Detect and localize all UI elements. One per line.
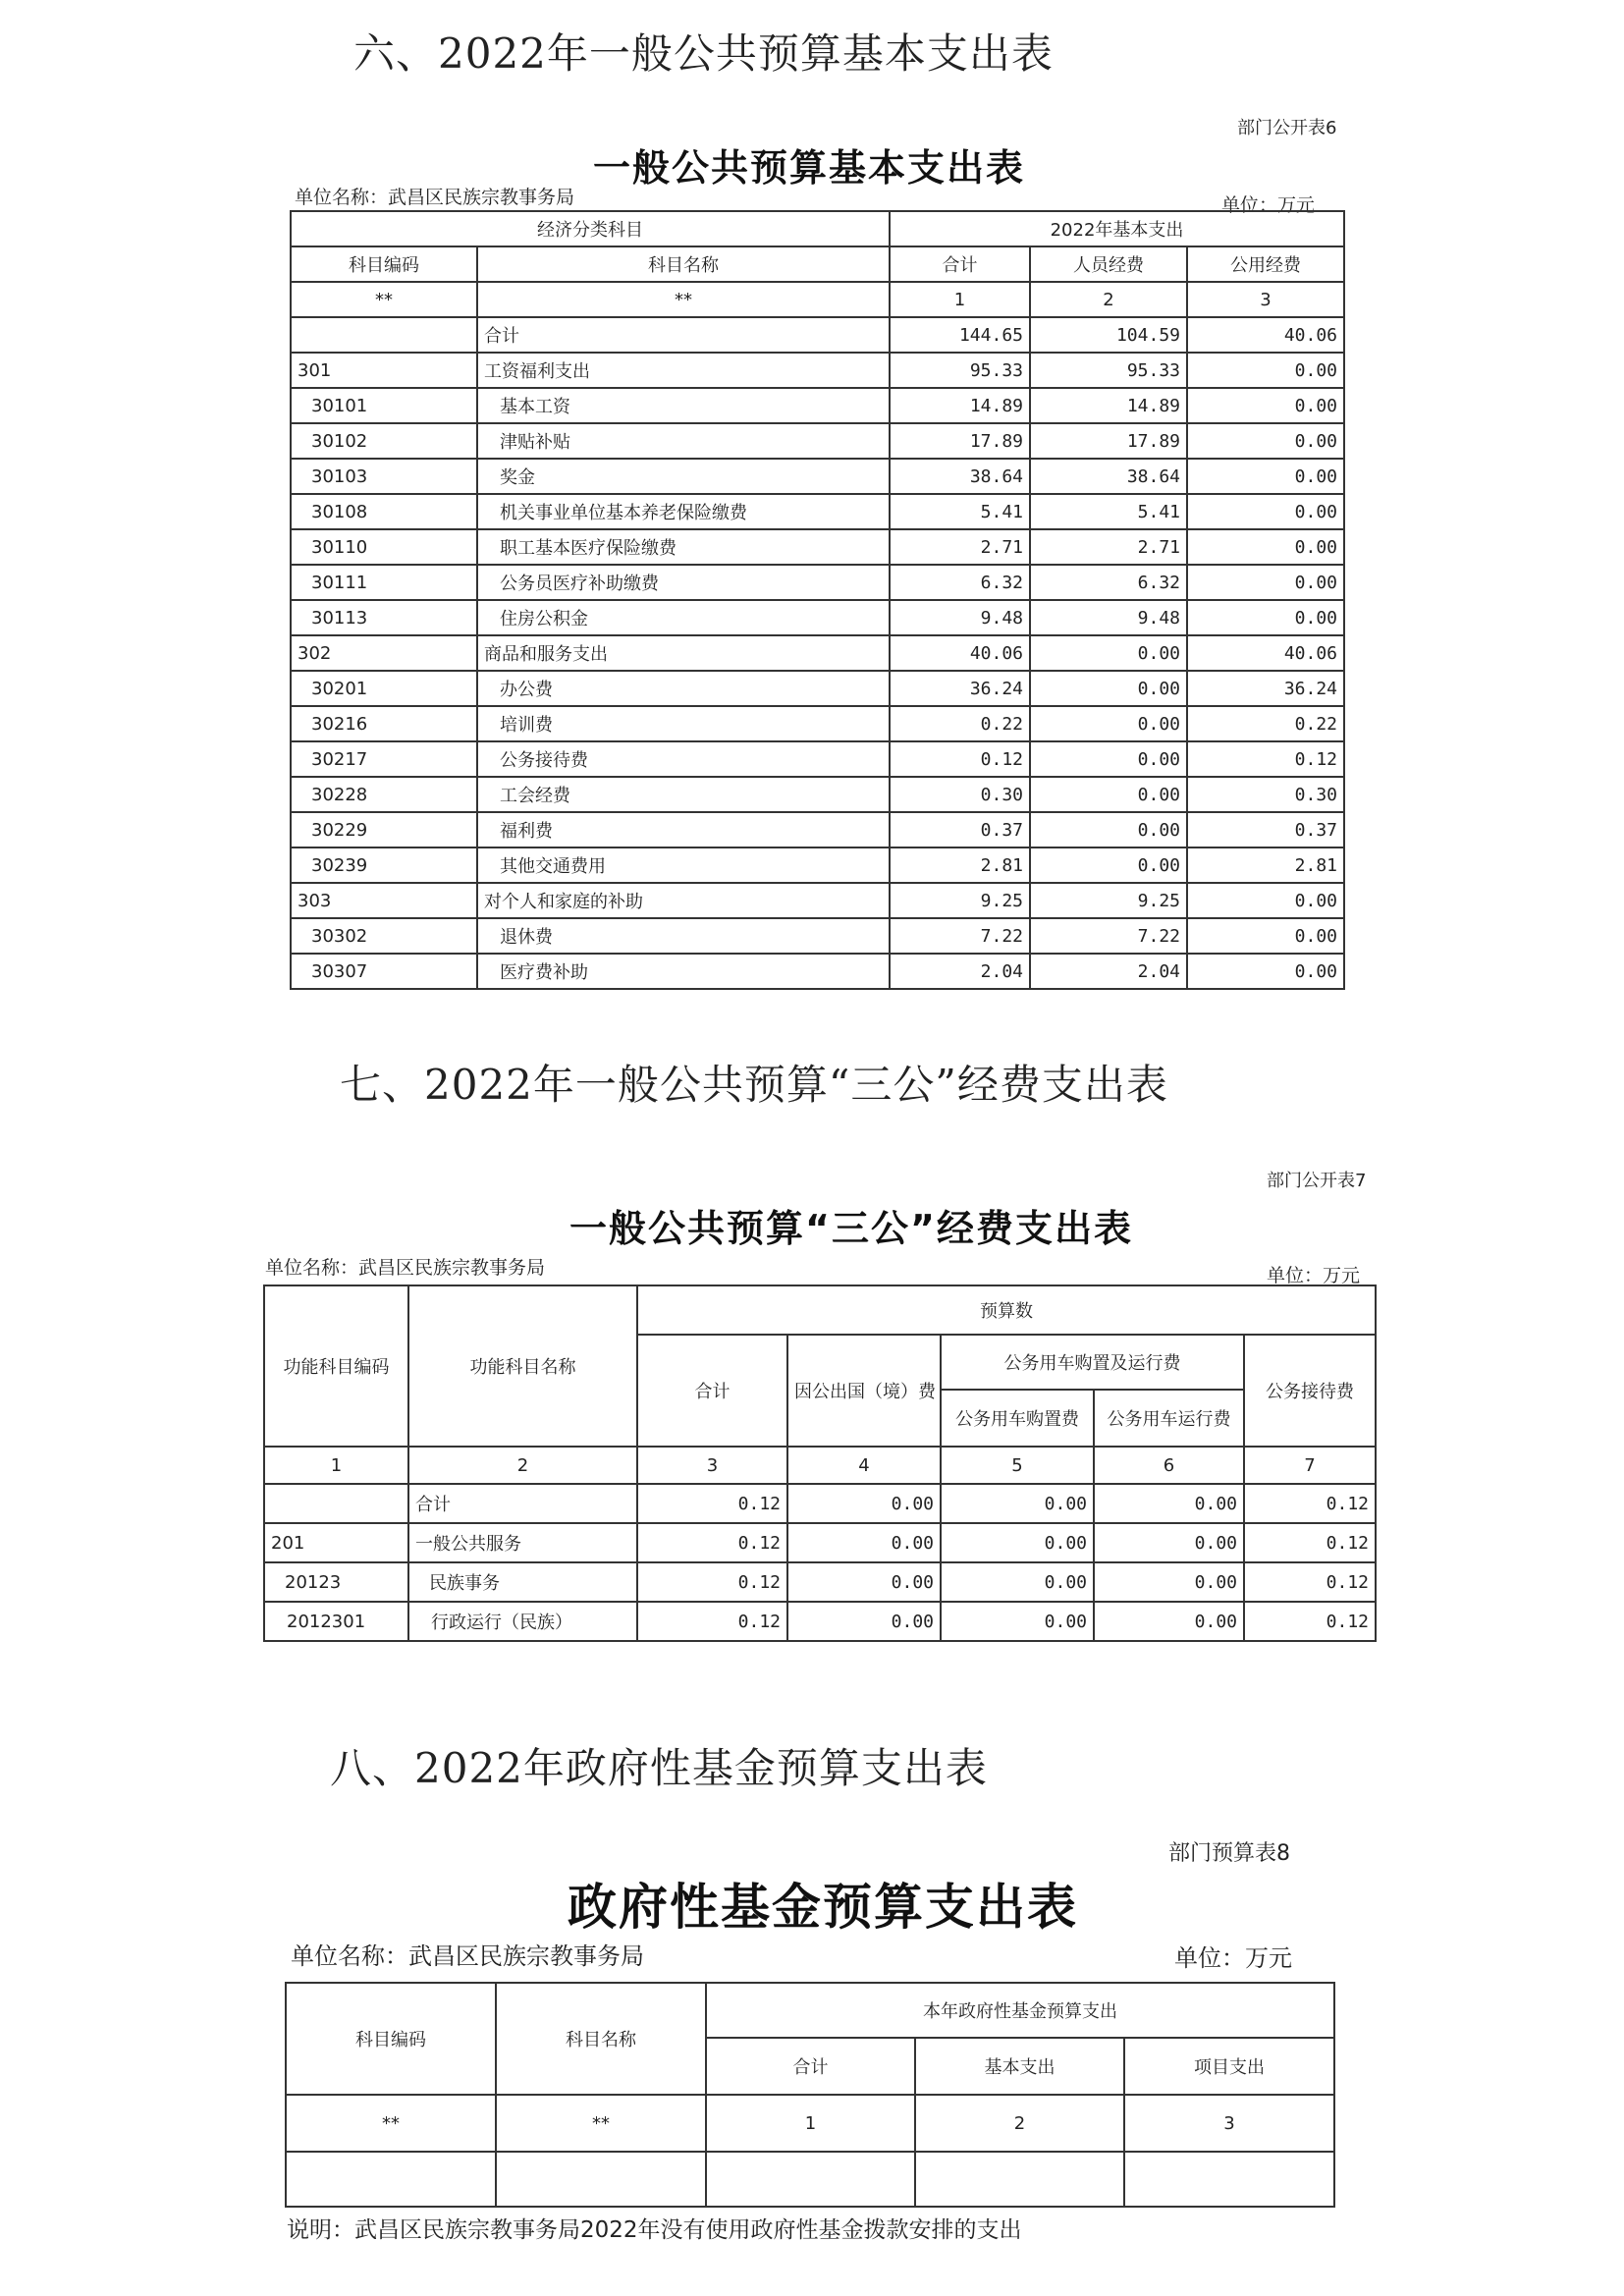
vehicle-purchase-value: 0.00	[941, 1562, 1094, 1602]
section6-heading: 六、2022年一般公共预算基本支出表	[353, 29, 1054, 78]
empty-cell	[1124, 2152, 1334, 2207]
public-value: 0.00	[1187, 600, 1344, 635]
public-value: 0.00	[1187, 353, 1344, 388]
public-value: 0.00	[1187, 565, 1344, 600]
table-row	[291, 812, 1344, 847]
name-star: **	[477, 282, 890, 317]
table-row	[264, 1602, 1376, 1641]
personnel-value: 9.48	[1030, 600, 1187, 635]
subject-code: 303	[291, 883, 477, 918]
abroad-value: 0.00	[787, 1523, 941, 1562]
section7-table-number: 部门公开表7	[1267, 1171, 1367, 1191]
table-row	[291, 459, 1344, 494]
subject-code: 30228	[291, 777, 477, 812]
personnel-value: 0.00	[1030, 635, 1187, 671]
vehicle-purchase-value: 0.00	[941, 1602, 1094, 1641]
abroad-value: 0.00	[787, 1602, 941, 1641]
section6-unit-name: 单位名称：武昌区民族宗教事务局	[295, 187, 575, 208]
table-row	[291, 423, 1344, 459]
personnel-value: 6.32	[1030, 565, 1187, 600]
subject-name: 机关事业单位基本养老保险缴费	[477, 494, 890, 529]
subject-name: 办公费	[477, 671, 890, 706]
section7-heading: 七、2022年一般公共预算“三公”经费支出表	[340, 1061, 1168, 1109]
function-code: 20123	[264, 1562, 408, 1602]
subject-code: 30302	[291, 918, 477, 954]
total-value: 14.89	[890, 388, 1030, 423]
vehicle-running-value: 0.00	[1094, 1523, 1244, 1562]
total-value: 36.24	[890, 671, 1030, 706]
total-value: 6.32	[890, 565, 1030, 600]
section6-unit: 单位：万元	[1221, 194, 1316, 216]
table-row	[291, 671, 1344, 706]
function-name: 一般公共服务	[408, 1523, 637, 1562]
subject-code: 30217	[291, 741, 477, 777]
subject-name: 公务员医疗补助缴费	[477, 565, 890, 600]
function-code	[264, 1484, 408, 1523]
total-value: 2.04	[890, 954, 1030, 989]
subject-code: 302	[291, 635, 477, 671]
subject-code-header: 科目编码	[286, 1983, 496, 2095]
fund-expenditure-header: 本年政府性基金预算支出	[706, 1983, 1334, 2038]
subject-name: 工会经费	[477, 777, 890, 812]
subject-name-header: 科目名称	[477, 246, 890, 282]
public-value: 40.06	[1187, 317, 1344, 353]
total-value: 7.22	[890, 918, 1030, 954]
subject-code: 30103	[291, 459, 477, 494]
table-row	[291, 706, 1344, 741]
code-star: **	[286, 2095, 496, 2152]
personnel-value: 0.00	[1030, 706, 1187, 741]
empty-cell	[915, 2152, 1124, 2207]
personnel-value: 95.33	[1030, 353, 1187, 388]
subject-name-header: 科目名称	[496, 1983, 706, 2095]
table-row	[291, 635, 1344, 671]
section8-table-number: 部门预算表8	[1168, 1841, 1290, 1866]
personnel-value: 2.71	[1030, 529, 1187, 565]
public-value: 0.22	[1187, 706, 1344, 741]
economic-classification-header: 经济分类科目	[291, 211, 890, 246]
col-number-2: 2	[915, 2095, 1124, 2152]
total-header: 合计	[890, 246, 1030, 282]
table-row	[291, 918, 1344, 954]
basic-expense-header: 基本支出	[915, 2038, 1124, 2095]
section6-table-number: 部门公开表6	[1237, 118, 1337, 138]
section6-table-title: 一般公共预算基本支出表	[593, 146, 1026, 190]
subject-name: 对个人和家庭的补助	[477, 883, 890, 918]
vehicle-purchase-value: 0.00	[941, 1523, 1094, 1562]
subject-code	[291, 317, 477, 353]
subject-code: 30216	[291, 706, 477, 741]
public-value: 0.37	[1187, 812, 1344, 847]
vehicle-running-value: 0.00	[1094, 1602, 1244, 1641]
function-name: 行政运行（民族）	[408, 1602, 637, 1641]
reception-value: 0.12	[1244, 1562, 1376, 1602]
public-value: 0.00	[1187, 954, 1344, 989]
table-row	[291, 954, 1344, 989]
table-row	[291, 777, 1344, 812]
function-name-header: 功能科目名称	[408, 1285, 637, 1447]
total-value: 40.06	[890, 635, 1030, 671]
function-code: 2012301	[264, 1602, 408, 1641]
project-expense-header: 项目支出	[1124, 2038, 1334, 2095]
personnel-value: 0.00	[1030, 671, 1187, 706]
subject-code: 30239	[291, 847, 477, 883]
total-value: 2.71	[890, 529, 1030, 565]
subject-name: 其他交通费用	[477, 847, 890, 883]
subject-name: 奖金	[477, 459, 890, 494]
total-value: 0.22	[890, 706, 1030, 741]
name-star: **	[496, 2095, 706, 2152]
personnel-value: 14.89	[1030, 388, 1187, 423]
reception-value: 0.12	[1244, 1523, 1376, 1562]
subject-name: 职工基本医疗保险缴费	[477, 529, 890, 565]
public-value: 0.00	[1187, 883, 1344, 918]
subject-code: 30307	[291, 954, 477, 989]
abroad-value: 0.00	[787, 1484, 941, 1523]
section8-unit-name: 单位名称：武昌区民族宗教事务局	[291, 1942, 644, 1970]
personnel-value: 2.04	[1030, 954, 1187, 989]
total-value: 0.12	[890, 741, 1030, 777]
three-public-expenditure-table	[263, 1285, 1377, 1642]
col-number-5: 5	[941, 1447, 1094, 1484]
subject-name: 工资福利支出	[477, 353, 890, 388]
vehicle-purchase-header: 公务用车购置费	[941, 1390, 1094, 1447]
empty-cell	[286, 2152, 496, 2207]
col-number-3: 3	[1187, 282, 1344, 317]
personnel-value: 0.00	[1030, 777, 1187, 812]
basic-expenditure-table	[290, 210, 1345, 990]
abroad-value: 0.00	[787, 1562, 941, 1602]
personnel-value: 7.22	[1030, 918, 1187, 954]
subject-code: 30110	[291, 529, 477, 565]
personnel-value: 0.00	[1030, 847, 1187, 883]
subject-name: 商品和服务支出	[477, 635, 890, 671]
total-value: 95.33	[890, 353, 1030, 388]
col-number-1: 1	[706, 2095, 915, 2152]
public-value: 36.24	[1187, 671, 1344, 706]
table-row	[264, 1523, 1376, 1562]
total-value: 5.41	[890, 494, 1030, 529]
subject-name: 公务接待费	[477, 741, 890, 777]
table-row	[291, 529, 1344, 565]
col-number-1: 1	[264, 1447, 408, 1484]
total-value: 9.25	[890, 883, 1030, 918]
empty-cell	[496, 2152, 706, 2207]
section8-table-title: 政府性基金预算支出表	[568, 1879, 1078, 1936]
total-value: 38.64	[890, 459, 1030, 494]
col-number-3: 3	[1124, 2095, 1334, 2152]
table-row	[291, 494, 1344, 529]
total-value: 0.37	[890, 812, 1030, 847]
reception-value: 0.12	[1244, 1602, 1376, 1641]
total-header: 合计	[637, 1335, 787, 1447]
col-number-7: 7	[1244, 1447, 1376, 1484]
section7-table-title: 一般公共预算“三公”经费支出表	[569, 1207, 1133, 1250]
table-row	[291, 388, 1344, 423]
personnel-value: 17.89	[1030, 423, 1187, 459]
subject-name: 福利费	[477, 812, 890, 847]
function-code: 201	[264, 1523, 408, 1562]
vehicle-expense-header: 公务用车购置及运行费	[941, 1335, 1244, 1390]
public-value: 0.12	[1187, 741, 1344, 777]
personnel-value: 9.25	[1030, 883, 1187, 918]
total-value: 2.81	[890, 847, 1030, 883]
basic-expenditure-2022-header: 2022年基本支出	[890, 211, 1344, 246]
public-value: 0.00	[1187, 494, 1344, 529]
vehicle-running-header: 公务用车运行费	[1094, 1390, 1244, 1447]
subject-name: 培训费	[477, 706, 890, 741]
public-value: 0.30	[1187, 777, 1344, 812]
reception-value: 0.12	[1244, 1484, 1376, 1523]
table-row	[291, 353, 1344, 388]
total-value: 0.12	[637, 1562, 787, 1602]
subject-code: 30201	[291, 671, 477, 706]
empty-cell	[706, 2152, 915, 2207]
total-header: 合计	[706, 2038, 915, 2095]
total-value: 144.65	[890, 317, 1030, 353]
section8-heading: 八、2022年政府性基金预算支出表	[330, 1744, 988, 1792]
subject-code: 30108	[291, 494, 477, 529]
code-star: **	[291, 282, 477, 317]
subject-name: 退休费	[477, 918, 890, 954]
col-number-3: 3	[637, 1447, 787, 1484]
col-number-1: 1	[890, 282, 1030, 317]
subject-name: 合计	[477, 317, 890, 353]
subject-code: 30113	[291, 600, 477, 635]
subject-name: 医疗费补助	[477, 954, 890, 989]
reception-expense-header: 公务接待费	[1244, 1335, 1376, 1447]
subject-name: 基本工资	[477, 388, 890, 423]
subject-code: 30111	[291, 565, 477, 600]
section8-unit: 单位：万元	[1174, 1944, 1292, 1972]
budget-header: 预算数	[637, 1285, 1376, 1335]
total-value: 0.12	[637, 1602, 787, 1641]
table-row	[291, 883, 1344, 918]
table-row	[264, 1484, 1376, 1523]
public-value: 0.00	[1187, 529, 1344, 565]
total-value: 17.89	[890, 423, 1030, 459]
subject-code: 30102	[291, 423, 477, 459]
col-number-2: 2	[1030, 282, 1187, 317]
subject-code-header: 科目编码	[291, 246, 477, 282]
public-header: 公用经费	[1187, 246, 1344, 282]
public-value: 0.00	[1187, 918, 1344, 954]
personnel-header: 人员经费	[1030, 246, 1187, 282]
government-fund-table	[285, 1982, 1335, 2208]
public-value: 0.00	[1187, 388, 1344, 423]
total-value: 0.12	[637, 1484, 787, 1523]
personnel-value: 104.59	[1030, 317, 1187, 353]
total-value: 0.12	[637, 1523, 787, 1562]
section7-unit: 单位：万元	[1267, 1265, 1361, 1286]
vehicle-running-value: 0.00	[1094, 1484, 1244, 1523]
total-value: 0.30	[890, 777, 1030, 812]
col-number-2: 2	[408, 1447, 637, 1484]
vehicle-running-value: 0.00	[1094, 1562, 1244, 1602]
function-name: 民族事务	[408, 1562, 637, 1602]
public-value: 0.00	[1187, 459, 1344, 494]
col-number-4: 4	[787, 1447, 941, 1484]
function-code-header: 功能科目编码	[264, 1285, 408, 1447]
subject-code: 30229	[291, 812, 477, 847]
personnel-value: 5.41	[1030, 494, 1187, 529]
table-row	[291, 741, 1344, 777]
public-value: 40.06	[1187, 635, 1344, 671]
table-row	[291, 317, 1344, 353]
personnel-value: 0.00	[1030, 812, 1187, 847]
public-value: 2.81	[1187, 847, 1344, 883]
section7-unit-name: 单位名称：武昌区民族宗教事务局	[265, 1257, 546, 1279]
table-row	[291, 847, 1344, 883]
subject-name: 住房公积金	[477, 600, 890, 635]
table-row	[291, 565, 1344, 600]
subject-code: 30101	[291, 388, 477, 423]
abroad-expense-header: 因公出国（境）费	[787, 1335, 941, 1447]
personnel-value: 38.64	[1030, 459, 1187, 494]
vehicle-purchase-value: 0.00	[941, 1484, 1094, 1523]
subject-code: 301	[291, 353, 477, 388]
total-value: 9.48	[890, 600, 1030, 635]
section8-note: 说明：武昌区民族宗教事务局2022年没有使用政府性基金拨款安排的支出	[287, 2217, 1022, 2243]
table-row	[264, 1562, 1376, 1602]
public-value: 0.00	[1187, 423, 1344, 459]
table-row	[291, 600, 1344, 635]
col-number-6: 6	[1094, 1447, 1244, 1484]
personnel-value: 0.00	[1030, 741, 1187, 777]
subject-name: 津贴补贴	[477, 423, 890, 459]
function-name: 合计	[408, 1484, 637, 1523]
